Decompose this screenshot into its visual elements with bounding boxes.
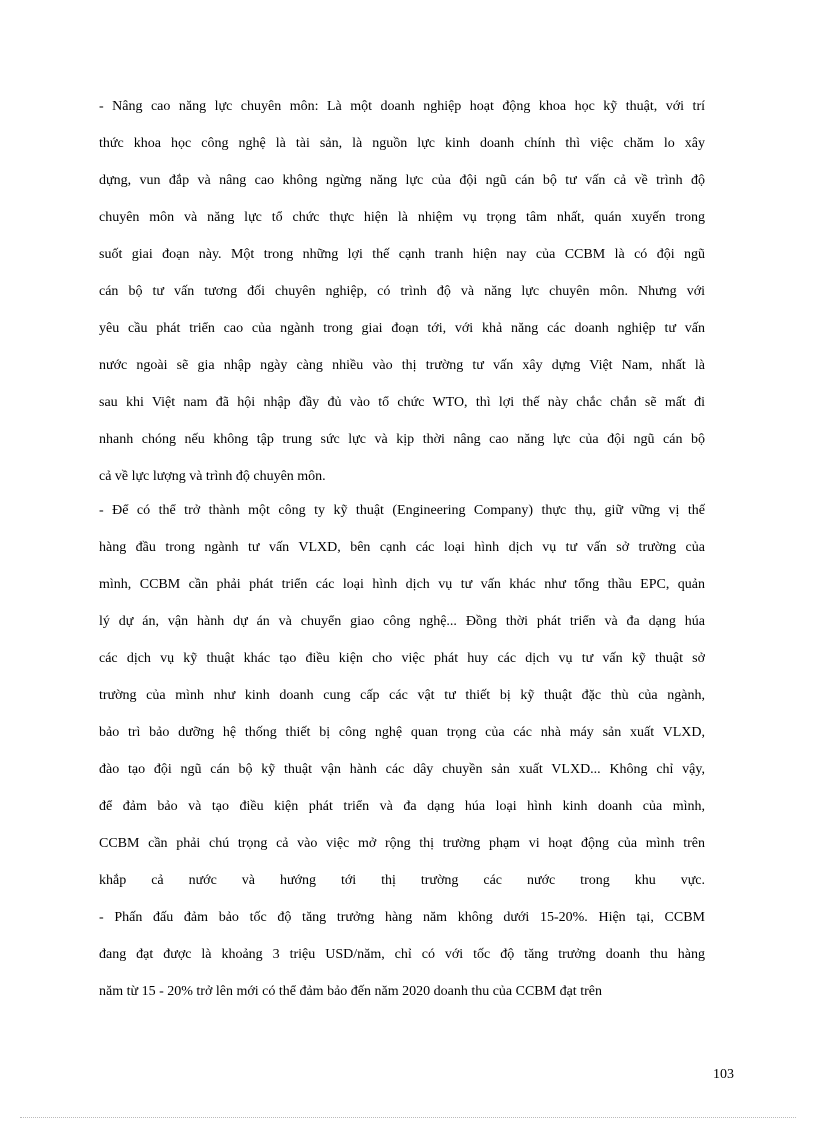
text-line: năm từ 15 - 20% trở lên mới có thể đảm bảo đến năm 2020 doanh thu của CCBM đạt trên bbox=[99, 984, 602, 999]
text-line: hàng đầu trong ngành tư vấn VLXD, bên cạnh các loại hình dịch vụ tư vấn sở trường của bbox=[99, 540, 705, 555]
text-line: yêu cầu phát triển cao của ngành trong giai đoạn tới, với khả năng các doanh nghiệp tư vấn bbox=[99, 321, 705, 336]
text-line: cán bộ tư vấn tương đối chuyên nghiệp, có trình độ và năng lực chuyên môn. Nhưng với bbox=[99, 284, 705, 299]
page-bottom-divider bbox=[20, 1117, 796, 1118]
text-line: đang đạt được là khoảng 3 triệu USD/năm, chỉ có với tốc độ tăng trưởng doanh thu hàng bbox=[99, 947, 705, 962]
text-line: để đảm bảo và tạo điều kiện phát triển và đa dạng húa loại hình kinh doanh của mình, bbox=[99, 799, 705, 814]
text-line: - Nâng cao năng lực chuyên môn: Là một doanh nghiệp hoạt động khoa học kỹ thuật, với trí bbox=[99, 99, 705, 114]
text-line: chuyên môn và năng lực tổ chức thực hiện là nhiệm vụ trọng tâm nhất, quán xuyến trong bbox=[99, 210, 705, 225]
text-line: dựng, vun đắp và nâng cao không ngừng năng lực của đội ngũ cán bộ tư vấn cả về trình độ bbox=[99, 173, 705, 188]
text-line: cả về lực lượng và trình độ chuyên môn. bbox=[99, 469, 326, 484]
page-number: 103 bbox=[713, 1067, 734, 1082]
text-line: - Để có thể trở thành một công ty kỹ thuật (Engineering Company) thực thụ, giữ vững vị thế bbox=[99, 503, 705, 518]
text-line: lý dự án, vận hành dự án và chuyển giao công nghệ... Đồng thời phát triển và đa dạng húa bbox=[99, 614, 705, 629]
text-line: đào tạo đội ngũ cán bộ kỹ thuật vận hành các dây chuyền sản xuất VLXD... Không chỉ vậy, bbox=[99, 762, 705, 777]
text-line: bảo trì bảo dưỡng hệ thống thiết bị công nghệ quan trọng của các nhà máy sản xuất VLXD, bbox=[99, 725, 705, 740]
text-line: nhanh chóng nếu không tập trung sức lực và kịp thời nâng cao năng lực của đội ngũ cán bộ bbox=[99, 432, 705, 447]
text-line: các dịch vụ kỹ thuật khác tạo điều kiện cho việc phát huy các dịch vụ tư vấn kỹ thuật sở bbox=[99, 651, 705, 666]
text-line: suốt giai đoạn này. Một trong những lợi thế cạnh tranh hiện nay của CCBM là có đội ngũ bbox=[99, 247, 705, 262]
text-line: sau khi Việt nam đã hội nhập đầy đủ vào tổ chức WTO, thì lợi thế này chắc chắn sẽ mất đi bbox=[99, 395, 705, 410]
text-line: CCBM cần phải chú trọng cả vào việc mở rộng thị trường phạm vi hoạt động của mình trên bbox=[99, 836, 705, 851]
text-line: nước ngoài sẽ gia nhập ngày càng nhiều vào thị trường tư vấn xây dựng Việt Nam, nhất là bbox=[99, 358, 705, 373]
text-line: trường của mình như kinh doanh cung cấp các vật tư thiết bị kỹ thuật đặc thù của ngành, bbox=[99, 688, 705, 703]
text-line: thức khoa học công nghệ là tài sản, là nguồn lực kinh doanh chính thì việc chăm lo xây bbox=[99, 136, 705, 151]
text-line: khắp cả nước và hướng tới thị trường các nước trong khu vực. bbox=[99, 873, 705, 888]
text-line: - Phấn đấu đảm bảo tốc độ tăng trưởng hàng năm không dưới 15-20%. Hiện tại, CCBM bbox=[99, 910, 705, 925]
text-line: mình, CCBM cần phải phát triển các loại hình dịch vụ tư vấn khác như tổng thầu EPC, quản bbox=[99, 577, 705, 592]
